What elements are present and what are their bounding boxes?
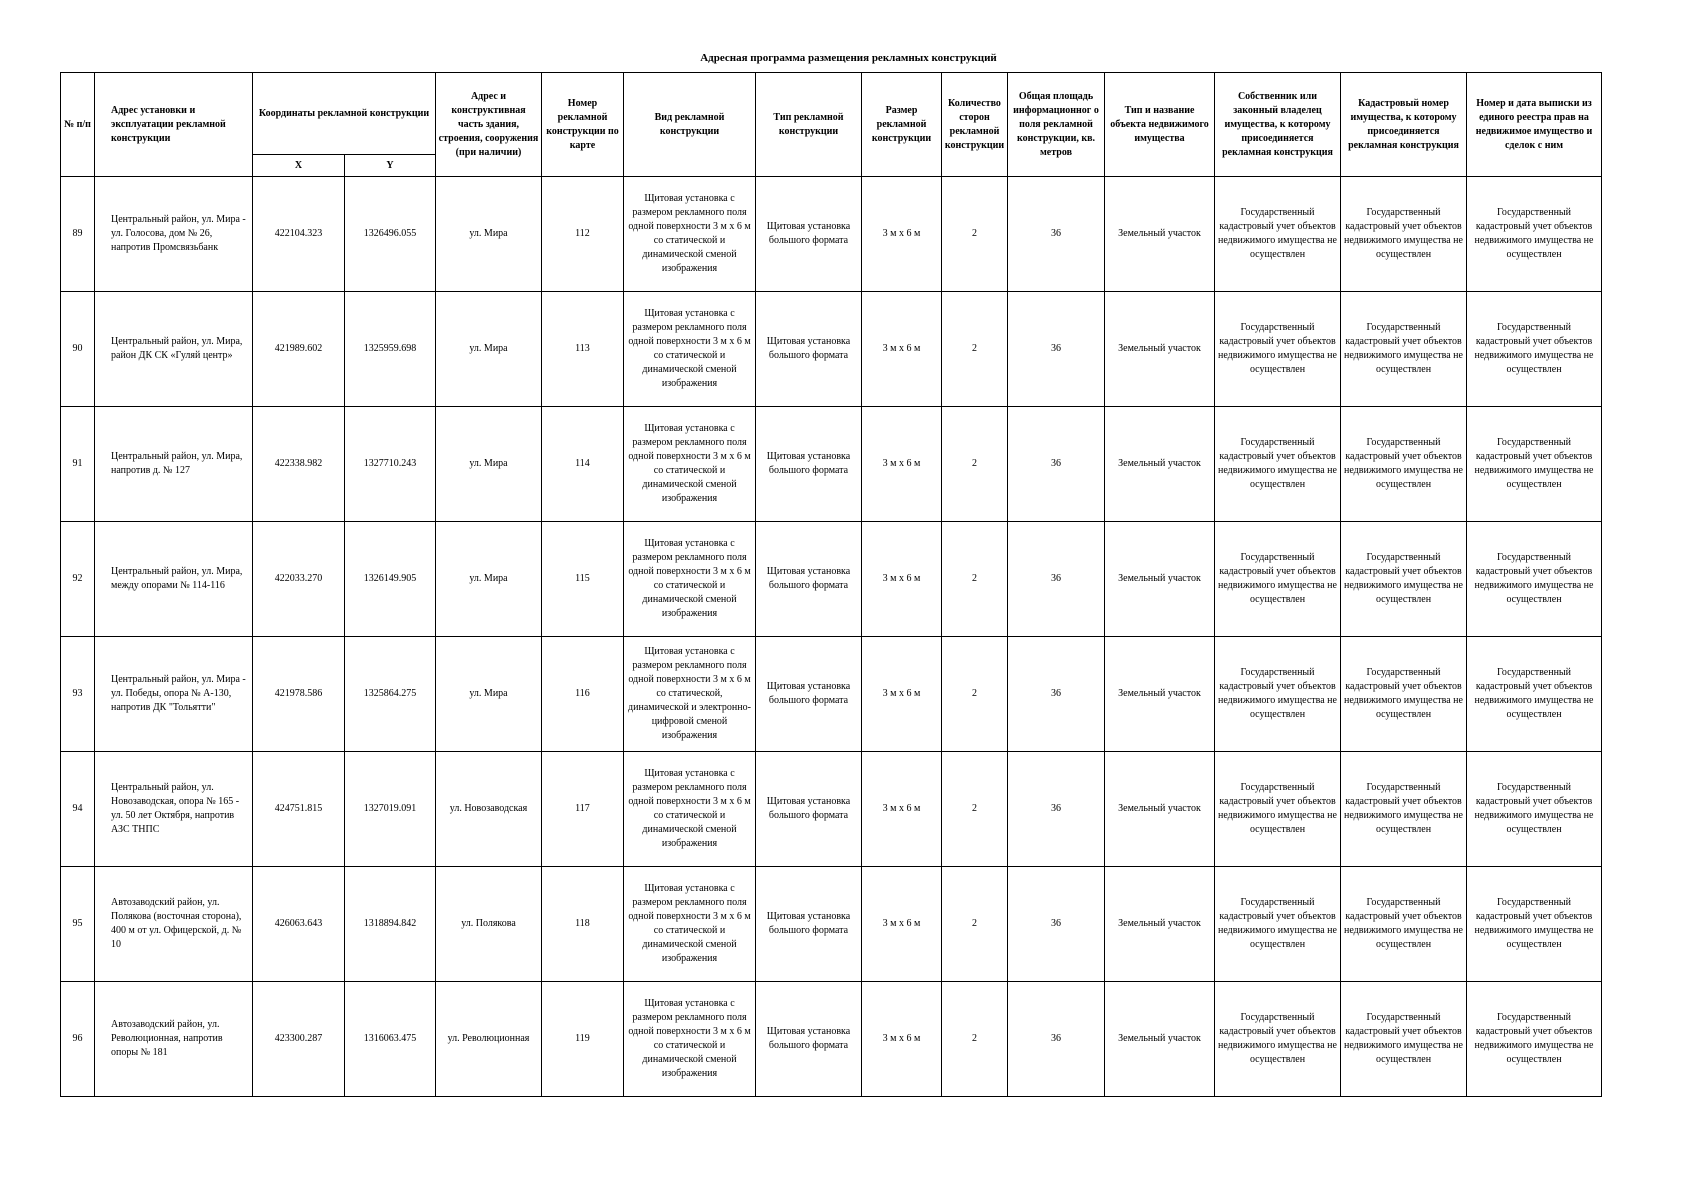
cell-area: 36 (1008, 867, 1105, 982)
table-row (61, 177, 1602, 292)
cell-cadastral: Государственный кадастровый учет объектов недвижимого имущества не осуществлен (1341, 522, 1467, 637)
cell-kind: Щитовая установка с размером рекламного поля одной поверхности 3 м х 6 м со статической и динамической сменой изображения (624, 177, 756, 292)
cell-cadastral: Государственный кадастровый учет объектов недвижимого имущества не осуществлен (1341, 407, 1467, 522)
advertising-program-table (60, 72, 1602, 1097)
cell-property: Земельный участок (1105, 522, 1215, 637)
table-body (61, 177, 1602, 1097)
cell-building-part: ул. Полякова (436, 867, 542, 982)
header-registry: Номер и дата выписки из единого реестра прав на недвижимое имущество и сделок с ним (1467, 73, 1602, 177)
cell-owner: Государственный кадастровый учет объектов недвижимого имущества не осуществлен (1215, 292, 1341, 407)
cell-registry: Государственный кадастровый учет объектов недвижимого имущества не осуществлен (1467, 752, 1602, 867)
cell-building-part: ул. Мира (436, 177, 542, 292)
cell-area: 36 (1008, 982, 1105, 1097)
cell-kind: Щитовая установка с размером рекламного поля одной поверхности 3 м х 6 м со статической и динамической сменой изображения (624, 982, 756, 1097)
cell-map-number: 119 (542, 982, 624, 1097)
cell-address: Центральный район, ул. Мира - ул. Голосова, дом № 26, напротив Промсвязьбанк (95, 177, 253, 292)
cell-size: 3 м х 6 м (862, 982, 942, 1097)
cell-address: Автозаводский район, ул. Революционная, напротив опоры № 181 (95, 982, 253, 1097)
cell-number: 91 (61, 407, 95, 522)
cell-registry: Государственный кадастровый учет объектов недвижимого имущества не осуществлен (1467, 637, 1602, 752)
cell-size: 3 м х 6 м (862, 637, 942, 752)
header-sides: Количество сторон рекламной конструкции (942, 73, 1008, 177)
cell-size: 3 м х 6 м (862, 177, 942, 292)
cell-number: 92 (61, 522, 95, 637)
header-row (61, 73, 1602, 155)
cell-sides: 2 (942, 637, 1008, 752)
cell-property: Земельный участок (1105, 292, 1215, 407)
cell-map-number: 117 (542, 752, 624, 867)
cell-y: 1326149.905 (345, 522, 436, 637)
cell-x: 426063.643 (253, 867, 345, 982)
cell-area: 36 (1008, 522, 1105, 637)
cell-map-number: 116 (542, 637, 624, 752)
cell-building-part: ул. Мира (436, 292, 542, 407)
cell-cadastral: Государственный кадастровый учет объектов недвижимого имущества не осуществлен (1341, 177, 1467, 292)
table-row (61, 637, 1602, 752)
cell-x: 422104.323 (253, 177, 345, 292)
header-address: Адрес установки и эксплуатации рекламной конструкции (95, 73, 253, 177)
cell-address: Центральный район, ул. Мира - ул. Победы, опора № А-130, напротив ДК "Тольятти" (95, 637, 253, 752)
header-area: Общая площадь информационног о поля рекламной конструкции, кв. метров (1008, 73, 1105, 177)
cell-address: Центральный район, ул. Мира, напротив д. № 127 (95, 407, 253, 522)
cell-size: 3 м х 6 м (862, 292, 942, 407)
table-row (61, 982, 1602, 1097)
cell-map-number: 113 (542, 292, 624, 407)
cell-kind: Щитовая установка с размером рекламного поля одной поверхности 3 м х 6 м со статической и динамической сменой изображения (624, 522, 756, 637)
cell-owner: Государственный кадастровый учет объектов недвижимого имущества не осуществлен (1215, 407, 1341, 522)
cell-owner: Государственный кадастровый учет объектов недвижимого имущества не осуществлен (1215, 637, 1341, 752)
cell-x: 424751.815 (253, 752, 345, 867)
cell-area: 36 (1008, 177, 1105, 292)
cell-x: 422033.270 (253, 522, 345, 637)
cell-map-number: 114 (542, 407, 624, 522)
cell-cadastral: Государственный кадастровый учет объектов недвижимого имущества не осуществлен (1341, 752, 1467, 867)
cell-property: Земельный участок (1105, 177, 1215, 292)
cell-property: Земельный участок (1105, 982, 1215, 1097)
table-row (61, 292, 1602, 407)
cell-kind: Щитовая установка с размером рекламного поля одной поверхности 3 м х 6 м со статической и динамической сменой изображения (624, 292, 756, 407)
cell-property: Земельный участок (1105, 867, 1215, 982)
cell-area: 36 (1008, 292, 1105, 407)
cell-number: 95 (61, 867, 95, 982)
cell-y: 1326496.055 (345, 177, 436, 292)
cell-y: 1327019.091 (345, 752, 436, 867)
cell-type: Щитовая установка большого формата (756, 637, 862, 752)
cell-type: Щитовая установка большого формата (756, 177, 862, 292)
table-row (61, 522, 1602, 637)
cell-number: 96 (61, 982, 95, 1097)
header-building-part: Адрес и конструктивная часть здания, строения, сооружения (при наличии) (436, 73, 542, 177)
cell-size: 3 м х 6 м (862, 867, 942, 982)
header-size: Размер рекламной конструкции (862, 73, 942, 177)
cell-cadastral: Государственный кадастровый учет объектов недвижимого имущества не осуществлен (1341, 982, 1467, 1097)
cell-sides: 2 (942, 522, 1008, 637)
table-row (61, 407, 1602, 522)
cell-sides: 2 (942, 752, 1008, 867)
header-x: X (253, 155, 345, 177)
cell-y: 1316063.475 (345, 982, 436, 1097)
cell-y: 1325864.275 (345, 637, 436, 752)
cell-registry: Государственный кадастровый учет объектов недвижимого имущества не осуществлен (1467, 522, 1602, 637)
cell-property: Земельный участок (1105, 637, 1215, 752)
cell-address: Центральный район, ул. Мира, между опорами № 114-116 (95, 522, 253, 637)
cell-address: Центральный район, ул. Новозаводская, опора № 165 - ул. 50 лет Октября, напротив АЗС ТНПС (95, 752, 253, 867)
cell-x: 422338.982 (253, 407, 345, 522)
header-coords: Координаты рекламной конструкции (253, 73, 436, 155)
cell-number: 89 (61, 177, 95, 292)
cell-sides: 2 (942, 867, 1008, 982)
cell-registry: Государственный кадастровый учет объектов недвижимого имущества не осуществлен (1467, 867, 1602, 982)
cell-kind: Щитовая установка с размером рекламного поля одной поверхности 3 м х 6 м со статической и динамической сменой изображения (624, 407, 756, 522)
table-row (61, 752, 1602, 867)
cell-type: Щитовая установка большого формата (756, 292, 862, 407)
cell-cadastral: Государственный кадастровый учет объектов недвижимого имущества не осуществлен (1341, 867, 1467, 982)
cell-kind: Щитовая установка с размером рекламного поля одной поверхности 3 м х 6 м со статической и динамической сменой изображения (624, 752, 756, 867)
cell-y: 1325959.698 (345, 292, 436, 407)
cell-registry: Государственный кадастровый учет объектов недвижимого имущества не осуществлен (1467, 407, 1602, 522)
cell-property: Земельный участок (1105, 752, 1215, 867)
cell-number: 94 (61, 752, 95, 867)
cell-building-part: ул. Революционная (436, 982, 542, 1097)
cell-kind: Щитовая установка с размером рекламного поля одной поверхности 3 м х 6 м со статической и динамической сменой изображения (624, 867, 756, 982)
cell-x: 421989.602 (253, 292, 345, 407)
cell-address: Центральный район, ул. Мира, район ДК СК «Гуляй центр» (95, 292, 253, 407)
cell-type: Щитовая установка большого формата (756, 407, 862, 522)
cell-owner: Государственный кадастровый учет объектов недвижимого имущества не осуществлен (1215, 752, 1341, 867)
cell-y: 1327710.243 (345, 407, 436, 522)
cell-owner: Государственный кадастровый учет объектов недвижимого имущества не осуществлен (1215, 982, 1341, 1097)
cell-building-part: ул. Мира (436, 637, 542, 752)
cell-type: Щитовая установка большого формата (756, 522, 862, 637)
header-property: Тип и название объекта недвижимого имущества (1105, 73, 1215, 177)
cell-size: 3 м х 6 м (862, 522, 942, 637)
header-owner: Собственник или законный владелец имущества, к которому присоединяется рекламная конструкция (1215, 73, 1341, 177)
document-title: Адресная программа размещения рекламных конструкций (700, 52, 997, 64)
cell-type: Щитовая установка большого формата (756, 752, 862, 867)
cell-kind: Щитовая установка с размером рекламного поля одной поверхности 3 м х 6 м со статической, динамической и электронно-цифровой сменой изображения (624, 637, 756, 752)
cell-number: 93 (61, 637, 95, 752)
cell-owner: Государственный кадастровый учет объектов недвижимого имущества не осуществлен (1215, 867, 1341, 982)
cell-x: 423300.287 (253, 982, 345, 1097)
cell-sides: 2 (942, 407, 1008, 522)
cell-type: Щитовая установка большого формата (756, 867, 862, 982)
cell-type: Щитовая установка большого формата (756, 982, 862, 1097)
cell-building-part: ул. Новозаводская (436, 752, 542, 867)
cell-building-part: ул. Мира (436, 407, 542, 522)
cell-area: 36 (1008, 752, 1105, 867)
cell-sides: 2 (942, 292, 1008, 407)
cell-registry: Государственный кадастровый учет объектов недвижимого имущества не осуществлен (1467, 177, 1602, 292)
cell-map-number: 115 (542, 522, 624, 637)
cell-registry: Государственный кадастровый учет объектов недвижимого имущества не осуществлен (1467, 982, 1602, 1097)
table-row (61, 867, 1602, 982)
cell-x: 421978.586 (253, 637, 345, 752)
cell-map-number: 112 (542, 177, 624, 292)
header-kind: Вид рекламной конструкции (624, 73, 756, 177)
header-cadastral: Кадастровый номер имущества, к которому присоединяется рекламная конструкция (1341, 73, 1467, 177)
cell-building-part: ул. Мира (436, 522, 542, 637)
header-num: № п/п (61, 73, 95, 177)
cell-size: 3 м х 6 м (862, 752, 942, 867)
cell-number: 90 (61, 292, 95, 407)
cell-cadastral: Государственный кадастровый учет объектов недвижимого имущества не осуществлен (1341, 637, 1467, 752)
cell-cadastral: Государственный кадастровый учет объектов недвижимого имущества не осуществлен (1341, 292, 1467, 407)
cell-property: Земельный участок (1105, 407, 1215, 522)
cell-area: 36 (1008, 407, 1105, 522)
header-type: Тип рекламной конструкции (756, 73, 862, 177)
header-map-number: Номер рекламной конструкции по карте (542, 73, 624, 177)
cell-registry: Государственный кадастровый учет объектов недвижимого имущества не осуществлен (1467, 292, 1602, 407)
cell-area: 36 (1008, 637, 1105, 752)
cell-size: 3 м х 6 м (862, 407, 942, 522)
header-y: Y (345, 155, 436, 177)
cell-map-number: 118 (542, 867, 624, 982)
cell-sides: 2 (942, 177, 1008, 292)
cell-owner: Государственный кадастровый учет объектов недвижимого имущества не осуществлен (1215, 522, 1341, 637)
cell-owner: Государственный кадастровый учет объектов недвижимого имущества не осуществлен (1215, 177, 1341, 292)
cell-sides: 2 (942, 982, 1008, 1097)
cell-y: 1318894.842 (345, 867, 436, 982)
cell-address: Автозаводский район, ул. Полякова (восточная сторона), 400 м от ул. Офицерской, д. № 10 (95, 867, 253, 982)
